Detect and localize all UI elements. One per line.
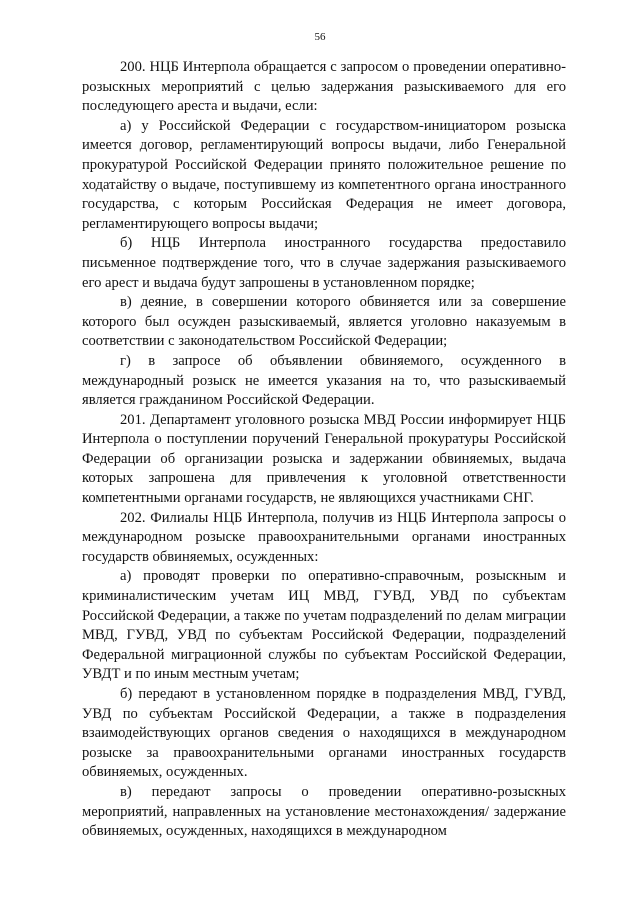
paragraph-202-a: а) проводят проверки по оперативно-справочным, розыскным и криминалистическим учетам ИЦ МВД, ГУВД, УВД по субъектам Российской Федерации, а также по учетам подразделений по делам миграции МВД, ГУВД, УВД по субъектам Российской Федерации, подразделений Федеральной миграционной службы по субъектам Российской Федерации, УВДТ и по иным местным учетам; (82, 568, 566, 683)
paragraph-200-b: б) НЦБ Интерпола иностранного государства предоставило письменное подтверждение того, что в случае задержания разыскиваемого его арест и выдача будут запрошены в установленном порядке; (82, 235, 566, 291)
paragraph-202-v: в) передают запросы о проведении оперативно-розыскных мероприятий, направленных на установление местонахождения/ задержание обвиняемых, осужденных, находящихся в международном (82, 783, 566, 840)
paragraph-202-b: б) передают в установленном порядке в подразделения МВД, ГУВД, УВД по субъектам Российской Федерации, а также в подразделения взаимодействующих органов сведения о находящихся в международном розыске за правоохранительными органами иностранных государств обвиняемых, осужденных. (82, 686, 566, 781)
page-number: 56 (314, 31, 326, 43)
paragraph-200-a: а) у Российской Федерации с государством-инициатором розыска имеется договор, регламентирующий вопросы выдачи, либо Генеральной прокуратурой Российской Федерации принято положительное решение по ходатайству о выдаче, поступившему из компетентного органа иностранного государства, с которым Российская Федерация не имеет договора, регламентирующего вопросы выдачи; (82, 117, 566, 232)
paragraph-200-g: г) в запросе об объявлении обвиняемого, осужденного в международный розыск не имеется указания на то, что разыскиваемый является гражданином Российской Федерации. (82, 352, 566, 409)
document-body (82, 58, 566, 842)
paragraph-200-v: в) деяние, в совершении которого обвиняется или за совершение которого был осужден разыскиваемый, является уголовно наказуемым в соответствии с законодательством Российской Федерации; (82, 294, 566, 350)
paragraph-202: 202. Филиалы НЦБ Интерпола, получив из НЦБ Интерпола запросы о международном розыске правоохранительными органами иностранных государств обвиняемых, осужденных: (82, 509, 566, 565)
paragraph-200: 200. НЦБ Интерпола обращается с запросом о проведении оперативно-розыскных мероприятий с целью задержания разыскиваемого для его последующего ареста и выдачи, если: (82, 59, 566, 115)
paragraph-201: 201. Департамент уголовного розыска МВД России информирует НЦБ Интерпола о поступлении поручений Генеральной прокуратуры Российской Федерации об организации розыска и задержании обвиняемых, выдача которых запрошена для привлечения к уголовной ответственности компетентными органами государств, не являющихся участниками СНГ. (82, 411, 566, 507)
